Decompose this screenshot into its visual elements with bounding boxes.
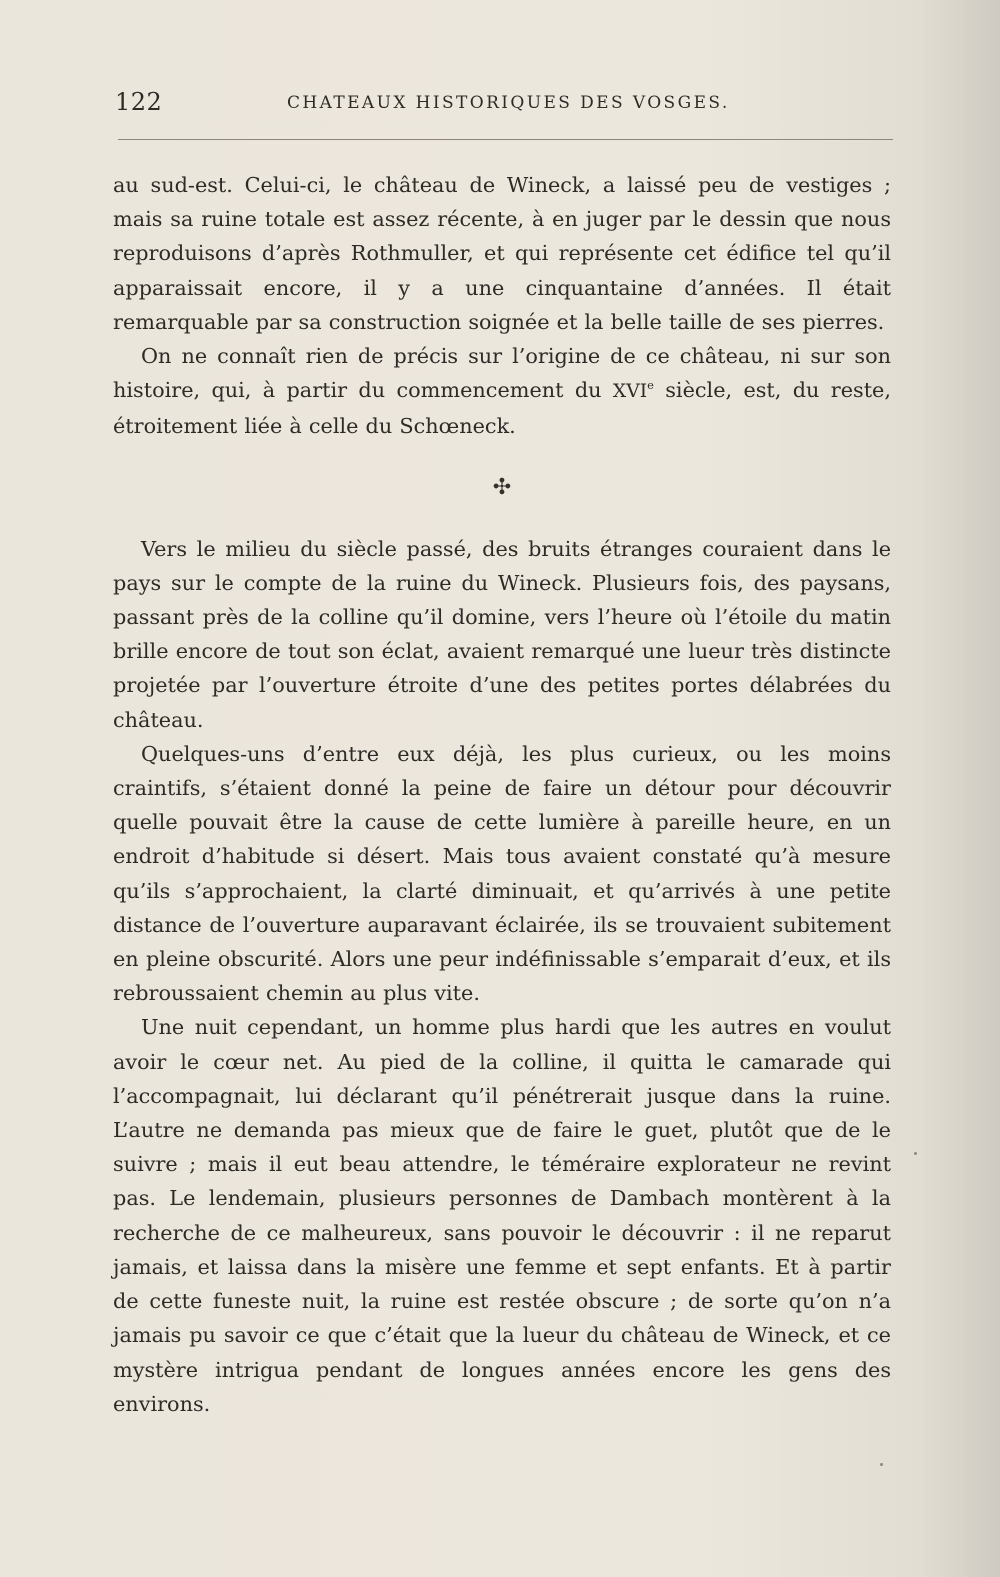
paragraph-4: Quelques-uns d’entre eux déjà, les plus curieux, ou les moins craintifs, s’étaient donné la peine de faire un détour pour découvrir quelle pouvait être la cause de cette lumière à pareille heure, en un endroit d’habitude si désert. Mais tous avaient constaté qu’à mesure qu’ils s’approchaient, la clarté diminuait, et qu’arrivés à une petite distance de l’ouverture auparavant éclairée, ils se trouvaient subitement en pleine obscurité. Alors une peur indéfinissable s’emparait d’eux, et ils rebroussaient chemin au plus vite. bbox=[113, 741, 891, 1006]
paragraph-2-part-2: siècle, est, du reste, étroitement liée à celle du Schœneck. bbox=[113, 378, 891, 439]
paragraph-1: au sud-est. Celui-ci, le château de Wineck, a laissé peu de vestiges ; mais sa ruine totale est assez récente, à en juger par le dessin que nous reproduisons d’après Rothmuller, et qui représente cet édifice tel qu’il apparaissait encore, il y a une cinquantaine d’années. Il était remarquable par sa construction soignée et la belle taille de ses pierres. bbox=[113, 173, 891, 334]
paper-speck bbox=[914, 1152, 917, 1155]
page-header bbox=[115, 88, 895, 128]
fleuron-icon: ✣ bbox=[492, 475, 512, 501]
header-rule bbox=[118, 139, 893, 140]
paragraph-2-part-1: On ne connaît rien de précis sur l’origine de ce château, ni sur son histoire, qui, à partir du commencement du bbox=[113, 344, 891, 403]
section-ornament bbox=[113, 444, 891, 532]
century-suffix: e bbox=[647, 378, 654, 393]
century-numeral: XVI bbox=[612, 381, 648, 403]
page-number: 122 bbox=[115, 88, 163, 116]
running-title: CHATEAUX HISTORIQUES DES VOSGES. bbox=[287, 93, 730, 113]
body-text bbox=[113, 168, 891, 1421]
paragraph-2 bbox=[113, 339, 891, 444]
paragraph-5: Une nuit cependant, un homme plus hardi que les autres en voulut avoir le cœur net. Au pied de la colline, il quitta le camarade qui l’accompagnait, lui déclarant qu’il pénétrerait jusque dans la ruine. L’autre ne demanda pas mieux que de faire le guet, plutôt que de le suivre ; mais il eut beau attendre, le téméraire explorateur ne revint pas. Le lendemain, plusieurs personnes de Dambach montèrent à la recherche de ce malheureux, sans pouvoir le découvrir : il ne reparut jamais, et laissa dans la misère une femme et sept enfants. Et à partir de cette funeste nuit, la ruine est restée obscure ; de sorte qu’on n’a jamais pu savoir ce que c’était que la lueur du château de Wineck, et ce mystère intrigua pendant de longues années encore les gens des environs. bbox=[113, 1015, 891, 1416]
paper-speck bbox=[880, 1463, 883, 1466]
paragraph-3: Vers le milieu du siècle passé, des bruits étranges couraient dans le pays sur le compte de la ruine du Wineck. Plusieurs fois, des paysans, passant près de la colline qu’il domine, vers l’heure où l’étoile du matin brille encore de tout son éclat, avaient remarqué une lueur très distincte projetée par l’ouverture étroite d’une des petites portes délabrées du château. bbox=[113, 536, 891, 732]
